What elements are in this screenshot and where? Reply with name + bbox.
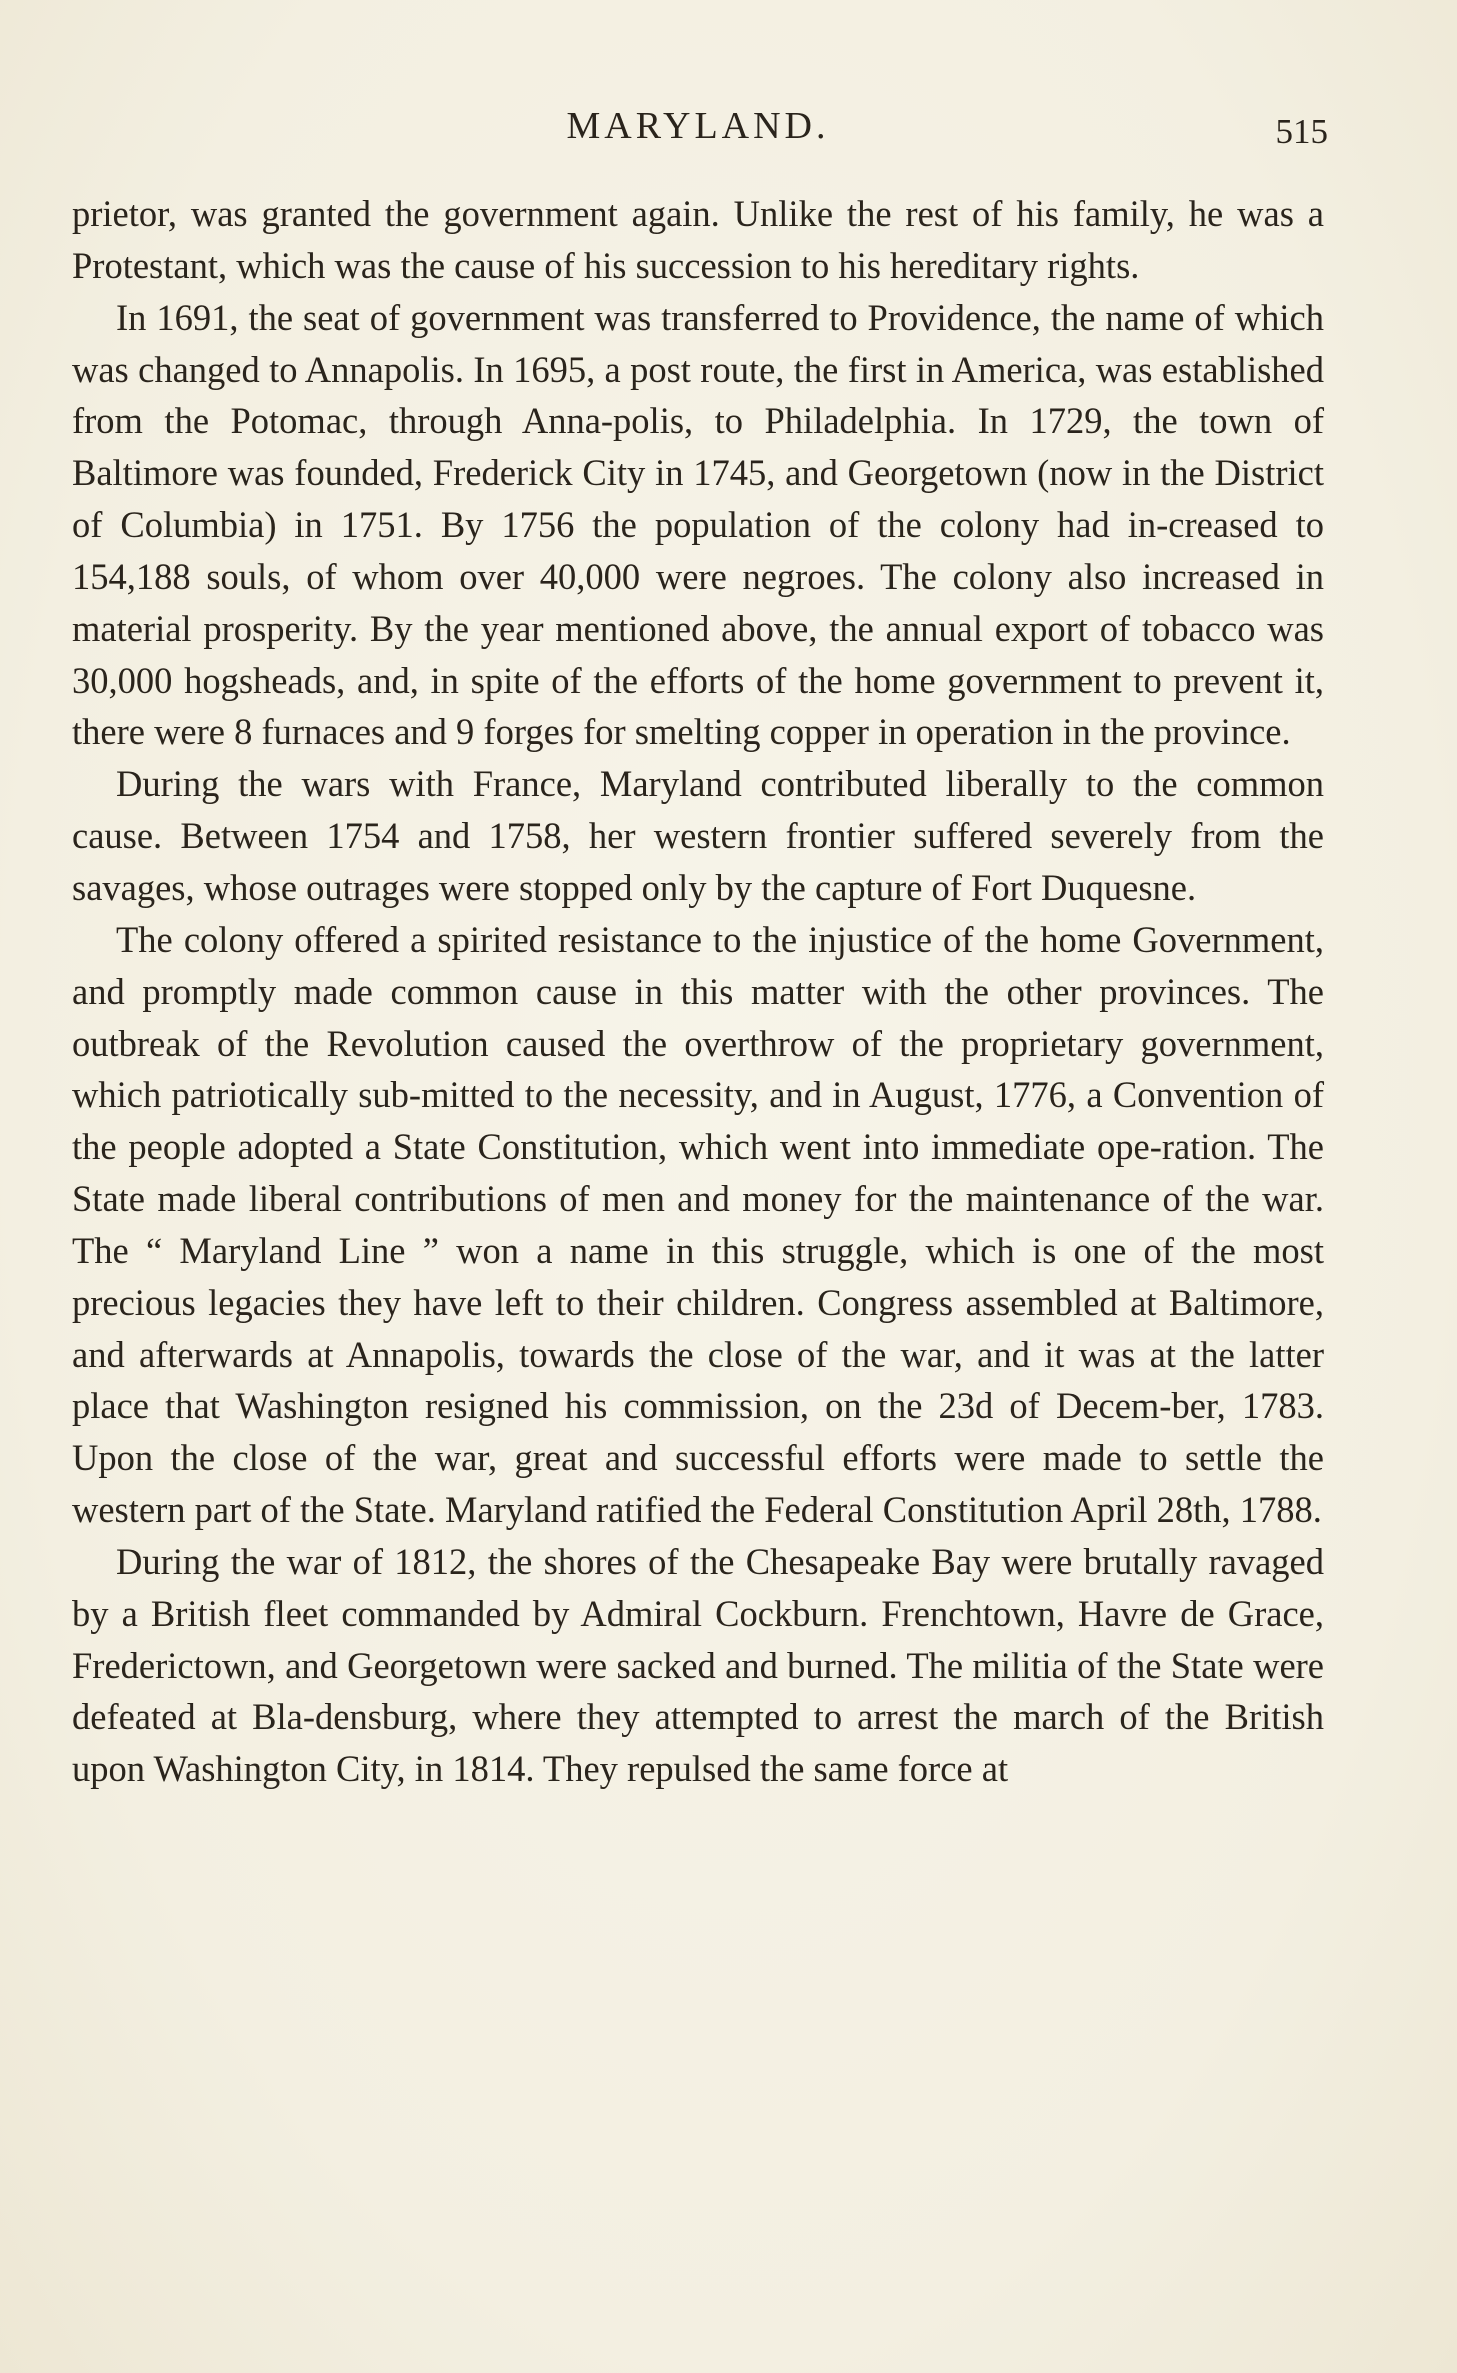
paragraph: During the wars with France, Maryland contributed liberally to the common cause. Between 1754 and 1758, her western frontier suffered severely from the savages, whose outrages were stopped only by the capture of Fort Duquesne. [72,763,1324,908]
page-header [72,96,1328,156]
paragraph-continued: prietor, was granted the government again. Unlike the rest of his family, he was a Protestant, which was the cause of his succession to his hereditary rights. [72,193,1324,286]
paragraph: During the war of 1812, the shores of the Chesapeake Bay were brutally ravaged by a British fleet commanded by Admiral Cockburn. Frenchtown, Havre de Grace, Frederictown, and Georgetown were sacked and burned. The militia of the State were defeated at Bla-densburg, where they attempted to arrest the march of the British upon Washington City, in 1814. They repulsed the same force at [72,1540,1324,1790]
page-number: 515 [1275,112,1328,151]
paragraph: In 1691, the seat of government was transferred to Providence, the name of which was changed to Annapolis. In 1695, a post route, the first in America, was established from the Potomac, through Anna-polis, to Philadelphia. In 1729, the town of Baltimore was founded, Frederick City in 1745, and Georgetown (now in the District of Columbia) in 1751. By 1756 the population of the colony had in-creased to 154,188 souls, of whom over 40,000 were negroes. The colony also increased in material prosperity. By the year mentioned above, the annual export of tobacco was 30,000 hogsheads, and, in spite of the efforts of the home government to prevent it, there were 8 furnaces and 9 forges for smelting copper in operation in the province. [72,296,1324,753]
paragraph: The colony offered a spirited resistance to the injustice of the home Government, and promptly made common cause in this matter with the other provinces. The outbreak of the Revolution caused the overthrow of the proprietary government, which patriotically sub-mitted to the necessity, and in August, 1776, a Convention of the people adopted a State Constitution, which went into immediate ope-ration. The State made liberal contributions of men and money for the maintenance of the war. The “ Maryland Line ” won a name in this struggle, which is one of the most precious legacies they have left to their children. Congress assembled at Baltimore, and afterwards at Annapolis, towards the close of the war, and it was at the latter place that Washington resigned his commission, on the 23d of Decem-ber, 1783. Upon the close of the war, great and successful efforts were made to settle the western part of the State. Maryland ratified the Federal Constitution April 28th, 1788. [72,918,1324,1531]
body-text [72,188,1324,1795]
running-head: MARYLAND. [566,105,830,147]
